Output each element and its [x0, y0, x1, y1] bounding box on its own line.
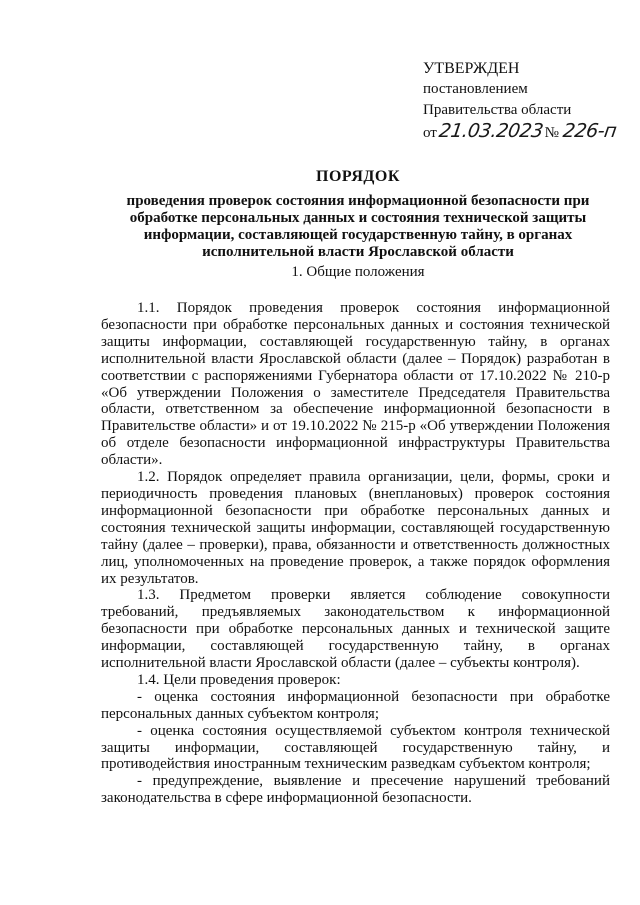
approval-number-sign: №	[544, 125, 559, 141]
section-heading: 1. Общие положения	[291, 264, 425, 280]
paragraph-1-4: 1.4. Цели проведения проверок:	[137, 671, 341, 688]
document-title-main: ПОРЯДОК	[316, 168, 400, 185]
goal-item-3: - предупреждение, выявление и пресечение нарушений требований законодательства в сфере информационной безопасности.	[101, 773, 610, 807]
handwritten-number: 226-п	[561, 120, 618, 142]
goal-item-1: - оценка состояния информационной безопасности при обработке персональных данных субъектом контроля;	[101, 688, 610, 722]
goal-item-2: - оценка состояния осуществляемой субъектом контроля технической защиты информации, составляющей государственную тайну, и противодействия иностранным техническим разведкам субъектом контроля;	[101, 722, 610, 773]
document-subtitle-line-4: исполнительной власти Ярославской области	[202, 244, 514, 260]
approval-from-prefix: от	[423, 125, 437, 141]
document-subtitle-line-2: обработке персональных данных и состояния технической защиты	[129, 210, 587, 226]
handwritten-date: 21.03.2023	[437, 120, 545, 142]
approval-heading: УТВЕРЖДЕН	[423, 60, 520, 77]
paragraph-1-3: 1.3. Предметом проверки является соблюдение совокупности требований, предъявляемых законодательством к информационной безопасности при обработке персональных данных и технической защите информации, составляющей государственную тайну, в органах исполнительной власти Ярославской области (далее – субъекты контроля).	[101, 587, 610, 672]
document-subtitle-line-1: проведения проверок состояния информационной безопасности при	[126, 193, 590, 209]
approval-line-decree: постановлением	[423, 81, 528, 97]
document-subtitle-line-3: информации, составляющей государственную тайну, в органах	[143, 227, 573, 243]
document-body	[101, 300, 610, 807]
approval-block	[423, 58, 623, 144]
document-title	[98, 168, 618, 261]
paragraph-1-1: 1.1. Порядок проведения проверок состояния информационной безопасности при обработке персональных данных и состояния технической защиты информации, составляющей государственную тайну, в органах исполнительной власти Ярославской области (далее – Порядок) разработан в соответствии с распоряжениями Губернатора области от 17.10.2022 № 210-р «Об утверждении Положения о заместителе Председателя Правительства области, ответственном за обеспечение информационной безопасности в Правительстве области» и от 19.10.2022 № 215-р «Об утверждении Положения об отделе безопасности информационной инфраструктуры Правительства области».	[101, 300, 610, 469]
paragraph-1-2: 1.2. Порядок определяет правила организации, цели, формы, сроки и периодичность проведения плановых (внеплановых) проверок состояния информационной безопасности при обработке персональных данных и состояния технической защиты информации, составляющей государственную тайну (далее – проверки), права, обязанности и ответственность должностных лиц, уполномоченных на проведение проверок, а также порядок оформления их результатов.	[101, 469, 610, 587]
approval-line-date-number	[423, 121, 623, 144]
approval-line-government: Правительства области	[423, 102, 572, 118]
